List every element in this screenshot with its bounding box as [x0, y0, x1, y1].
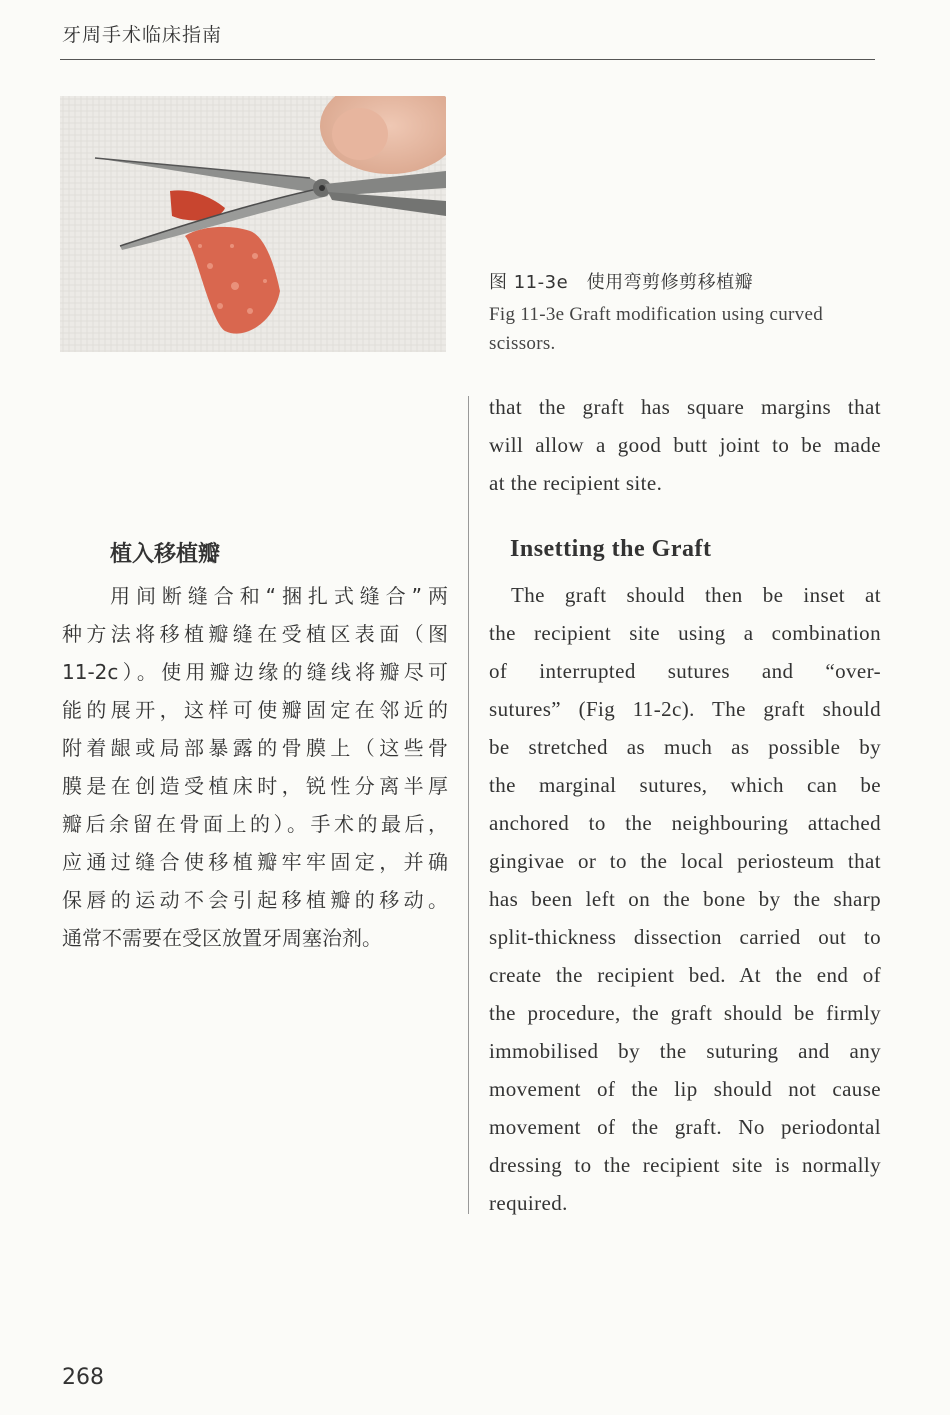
text-line: 膜是在创造受植床时，锐性分离半厚 — [62, 774, 448, 798]
text-line: 附着龈或局部暴露的骨膜上（这些骨 — [62, 736, 448, 760]
chinese-body-paragraph — [62, 577, 448, 957]
text-line: 应通过缝合使移植瓣牢牢固定，并确 — [62, 850, 448, 874]
text-line: the marginal sutures, which can be — [489, 773, 881, 797]
text-line: gingivae or to the local periosteum that — [489, 849, 881, 873]
text-line: that the graft has square margins that — [489, 395, 881, 419]
text-line: split-thickness dissection carried out to — [489, 925, 881, 949]
text-line: movement of the graft. No periodontal — [489, 1115, 881, 1139]
text-line: be stretched as much as possible by — [489, 735, 881, 759]
caption-en-line: scissors. — [489, 333, 556, 354]
english-carryover-paragraph — [489, 388, 881, 502]
text-line: 11-2c）。使用瓣边缘的缝线将瓣尽可 — [62, 660, 448, 684]
text-line: 通常不需要在受区放置牙周塞治剂。 — [62, 926, 382, 950]
text-line: required. — [489, 1191, 568, 1215]
text-line: movement of the lip should not cause — [489, 1077, 881, 1101]
text-line: will allow a good butt joint to be made — [489, 433, 881, 457]
text-line: The graft should then be inset at — [511, 583, 881, 607]
text-line: has been left on the bone by the sharp — [489, 887, 881, 911]
text-line: immobilised by the suturing and any — [489, 1039, 881, 1063]
text-line: 用间断缝合和“捆扎式缝合”两 — [110, 584, 448, 608]
column-divider — [468, 396, 469, 1214]
caption-zh: 图 11-3e 使用弯剪修剪移植瓣 — [489, 272, 754, 293]
caption-en — [489, 300, 884, 358]
section-heading-en: Insetting the Graft — [510, 536, 712, 562]
running-head: 牙周手术临床指南 — [62, 24, 223, 46]
figure-photo — [60, 96, 446, 352]
text-line: 能的展开，这样可使瓣固定在邻近的 — [62, 698, 448, 722]
text-line: dressing to the recipient site is normally — [489, 1153, 881, 1177]
header-rule — [60, 59, 875, 60]
section-heading-zh: 植入移植瓣 — [110, 542, 221, 567]
text-line: the recipient site using a combination — [489, 621, 881, 645]
scissors-graft-photo-icon — [60, 96, 446, 352]
english-body-paragraph — [489, 576, 881, 1222]
text-line: anchored to the neighbouring attached — [489, 811, 881, 835]
text-line: at the recipient site. — [489, 471, 663, 495]
page-number: 268 — [62, 1365, 104, 1390]
text-line: sutures” (Fig 11-2c). The graft should — [489, 697, 881, 721]
text-line: the procedure, the graft should be firmly — [489, 1001, 881, 1025]
caption-en-line: Fig 11-3e Graft modification using curved — [489, 304, 823, 325]
text-line: 种方法将移植瓣缝在受植区表面（图 — [62, 622, 448, 646]
text-line: 瓣后余留在骨面上的）。手术的最后， — [62, 812, 448, 836]
text-line: 保唇的运动不会引起移植瓣的移动。 — [62, 888, 448, 912]
text-line: create the recipient bed. At the end of — [489, 963, 881, 987]
text-line: of interrupted sutures and “over- — [489, 659, 881, 683]
figure-caption — [489, 268, 884, 358]
